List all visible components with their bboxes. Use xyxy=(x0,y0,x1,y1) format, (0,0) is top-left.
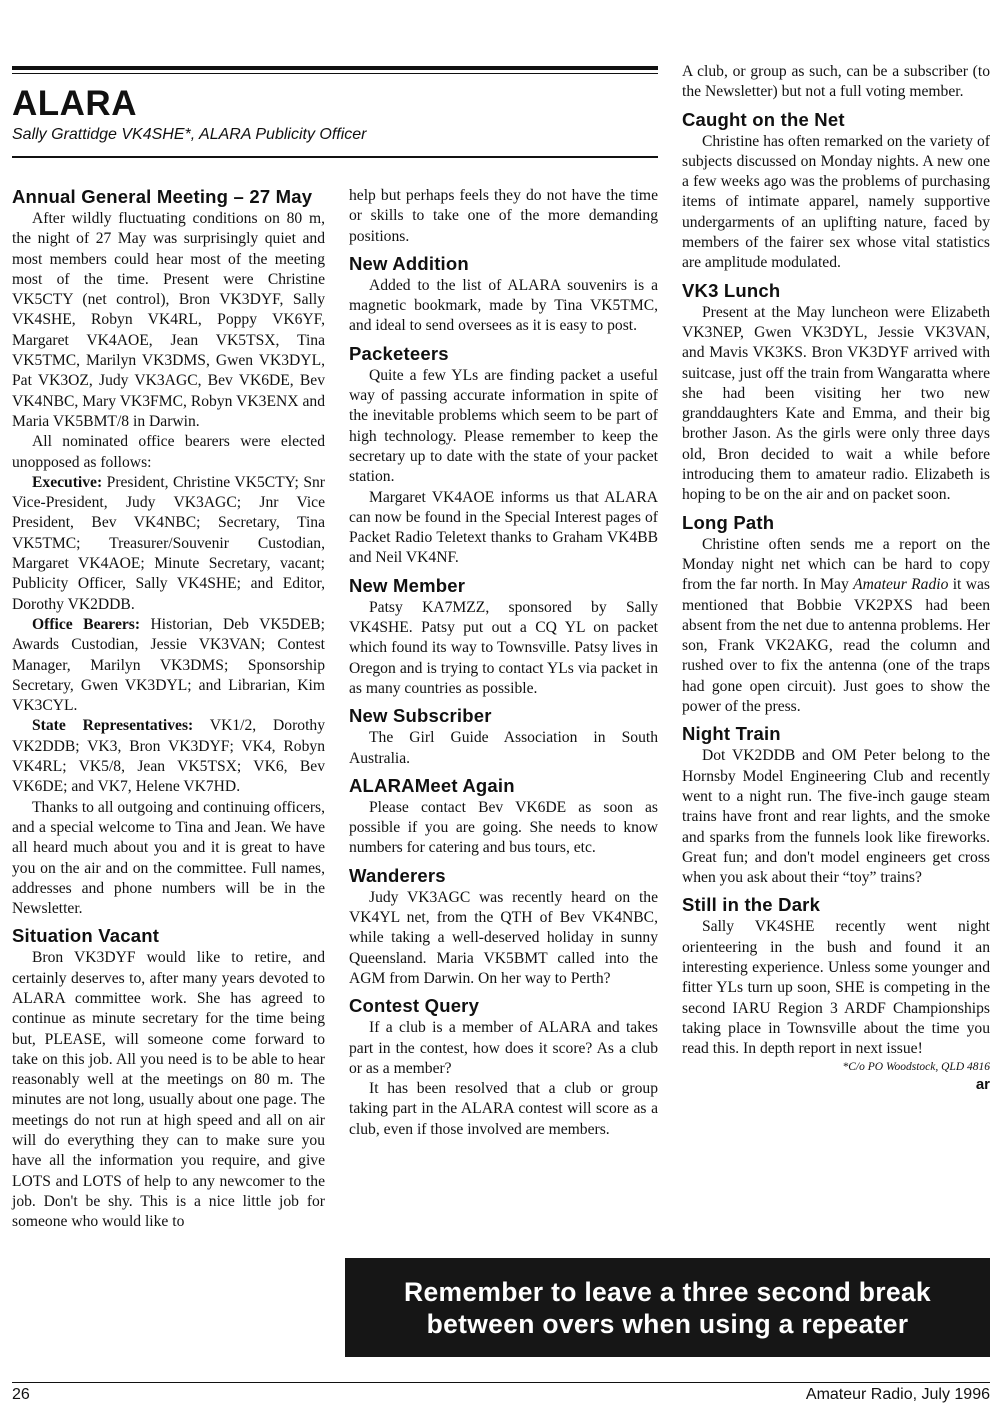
heading-new-subscriber: New Subscriber xyxy=(349,705,492,727)
paragraph: It has been resolved that a club or group taking part in the ALARA contest will score as a club, even if those involved are members. xyxy=(349,1080,658,1138)
paragraph-continued: help but perhaps feels they do not have the time or skills to take one of the more demanding positions. xyxy=(349,187,658,245)
paragraph: Patsy KA7MZZ, sponsored by Sally VK4SHE. Patsy put out a CQ YL on packet which found its way to Townsville. Patsy lives in Oregon and is trying to contact YLs via packet in as many countries as possible. xyxy=(349,598,658,697)
executive-paragraph xyxy=(12,473,325,615)
paragraph: Present at the May luncheon were Elizabeth VK3NEP, Gwen VK3DYL, Jessie VK3VAN, and Mavis VK3KS. Bron VK3DYF arrived with suitcase, just off the train from Wangaratta where she had been visiting her two new granddaughters Kate and Emma, and their big brother Jason. As the girls were only three days old, Bron decided to wait a while before introducing them to amateur radio. Elizabeth is hoping to be on the air and on packet soon. xyxy=(682,303,990,504)
footer-rule xyxy=(12,1382,990,1383)
paragraph: Quite a few YLs are finding packet a useful way of passing accurate information in spite of the inevitable problems which seem to be part of high technology. Please remember to keep the secretary up to date with the state of your packet station. xyxy=(349,366,658,486)
paragraph: After wildly fluctuating conditions on 80 m, the night of 27 May was surprisingly quiet and most members could hear most of the meeting most of the time. Present were Christine VK5CTY (net control), Bron VK3DYF, Sally VK4SHE, Robyn VK4RL, Poppy VK6YF, Margaret VK4AOE, Jean VK5TSX, Tina VK5TMC, Marilyn VK3DMS, Gwen VK3DYL, Pat VK3OZ, Judy VK3AGC, Bev VK6DE, Bev VK4NBC, Mary VK3FMC, Robyn VK3ENX and Maria VK5BMT/8 in Darwin. xyxy=(12,210,325,430)
header-rule-thick xyxy=(12,66,658,70)
publication-name: Amateur Radio xyxy=(853,576,949,594)
heading-night-train: Night Train xyxy=(682,723,781,745)
heading-situation-vacant: Situation Vacant xyxy=(12,925,160,947)
paragraph: Judy VK3AGC was recently heard on the VK4YL net, from the QTH of Bev VK4NBC, while taking a well-deserved holiday in sunny Queensland. Maria VK5BMT called into the AGM from Darwin. On her way to Perth? xyxy=(349,888,658,987)
publication-footer: Amateur Radio, July 1996 xyxy=(805,1386,990,1403)
paragraph: Please contact Bev VK6DE as soon as possible if you are going. She needs to know numbers for catering and bus tours, etc. xyxy=(349,798,658,857)
article-byline: Sally Grattidge VK4SHE*, ALARA Publicity Officer xyxy=(12,126,367,143)
article-title: ALARA xyxy=(12,84,137,123)
column-2 xyxy=(349,186,658,1140)
office-bearers-label: Office Bearers: xyxy=(32,615,141,633)
heading-vk3-lunch: VK3 Lunch xyxy=(682,279,781,301)
heading-agm: Annual General Meeting – 27 May xyxy=(12,186,313,207)
paragraph: All nominated office bearers were elected unopposed as follows: xyxy=(12,433,325,471)
header-rule-thin xyxy=(12,73,658,74)
paragraph: Bron VK3DYF would like to retire, and certainly deserves to, after many years devoted to ALARA committee work. She has agreed to continue as minute secretary for the time being but, PLEASE, will someone come forward to take on this job. All you need is to be able to hear reasonably well at the meetings on 80 m. The minutes are not long, usually about one page. The meetings do not run at high speed and all on air will do everything they can to make sure you have all the information you require, and give LOTS and LOTS of help to any newcomer to the job. Don't be shy. This is a nice little job for someone who would like to xyxy=(12,949,325,1231)
paragraph-continued: A club, or group as such, can be a subscriber (to the Newsletter) but not a full voting member. xyxy=(682,63,990,101)
state-reps-paragraph xyxy=(12,716,325,797)
office-bearers-text: Historian, Deb VK5DEB; Awards Custodian, Jessie VK3VAN; Contest Manager, Marilyn VK3DMS; Sponsorship Secretary, Gwen VK3DYL; and Librarian, Kim VK3CYL. xyxy=(12,615,325,715)
heading-new-member: New Member xyxy=(349,574,466,596)
paragraph: Margaret VK4AOE informs us that ALARA can now be found in the Special Interest pages of Packet Radio Teletext thanks to Graham VK4BB and Neil VK4NF. xyxy=(349,488,658,567)
office-bearers-paragraph xyxy=(12,615,325,716)
heading-contest-query: Contest Query xyxy=(349,995,480,1017)
paragraph: Thanks to all outgoing and continuing officers, and a special welcome to Tina and Jean. We have all heard much about you and it is great to have you on the air and on the committee. Full names, addresses and phone numbers will be in the Newsletter. xyxy=(12,798,325,918)
paragraph: Added to the list of ALARA souvenirs is a magnetic bookmark, made by Tina VK5TMC, and ideal to send oversees as it is easy to post. xyxy=(349,276,658,335)
heading-long-path: Long Path xyxy=(682,511,775,533)
long-path-paragraph xyxy=(682,535,990,718)
paragraph: Christine has often remarked on the variety of subjects discussed on Monday nights. A new one a few weeks ago was the problems of purchasing items of intimate apparel, namely supportive undergarments of an uplifting nature, faced by members of the fairer sex whose vital statistics are amplitude modulated. xyxy=(682,132,990,272)
column-1 xyxy=(12,186,325,1233)
repeater-reminder-banner xyxy=(345,1258,990,1357)
signoff: ar xyxy=(975,1076,990,1094)
heading-still-in-the-dark: Still in the Dark xyxy=(682,894,821,916)
state-reps-text: VK1/2, Dorothy VK2DDB; VK3, Bron VK3DYF; VK4, Robyn VK4RL; VK5/8, Jean VK5TSX; VK6, Bev VK6DE; and VK7, Helene VK7HD. xyxy=(12,717,325,796)
text-run: Christine often sends me a report on the Monday night net which can be hard to copy from the far north. In May xyxy=(682,535,990,594)
paragraph: The Girl Guide Association in South Australia. xyxy=(349,729,658,767)
page-number: 26 xyxy=(12,1386,30,1403)
executive-text: President, Christine VK5CTY; Snr Vice-President, Judy VK3AGC; Jnr Vice President, Bev VK4NBC; Secretary, Tina VK5TMC; Treasurer/Souvenir Custodian, Margaret VK4AOE; Minute Secretary, vacant; Publicity Officer, Sally VK4SHE; and Editor, Dorothy VK2DDB. xyxy=(12,473,325,613)
heading-new-addition: New Addition xyxy=(349,252,469,274)
heading-alarameet-again: ALARAMeet Again xyxy=(349,774,515,796)
byline-rule xyxy=(12,156,658,158)
author-address: *C/o PO Woodstock, QLD 4816 xyxy=(842,1061,990,1074)
text-run: it was mentioned that Bobbie VK2PXS had been absent from the net due to antenna problems. Her son, Frank VK2AKG, read the column and rushed over to fix the antenna (one of the traps had gone open circuit). Just goes to show the power of the press. xyxy=(682,576,990,716)
banner-line-2: between overs when using a repeater xyxy=(426,1308,909,1339)
executive-label: Executive: xyxy=(32,473,103,491)
paragraph: Sally VK4SHE recently went night orienteering in the bush and found it an interesting experience. Unless some younger and fitter YLs turn up soon, SHE is competing in the second IARU Region 3 ARDF Championships taking place in Townsville about the time you read this. In depth report in next issue! xyxy=(682,918,990,1058)
paragraph: Dot VK2DDB and OM Peter belong to the Hornsby Model Engineering Club and recently went to a night run. The five-inch gauge steam trains have front and rear lights, and the smoke and sparks from the funnels look like fireworks. Great fun; and don't model engineers get cross when you ask about their “toy” trains? xyxy=(682,747,990,887)
state-reps-label: State Representatives: xyxy=(32,717,194,735)
column-3 xyxy=(682,62,990,1095)
heading-caught-on-the-net: Caught on the Net xyxy=(682,108,845,130)
paragraph: If a club is a member of ALARA and takes part in the contest, how does it score? As a club or as a member? xyxy=(349,1019,658,1077)
heading-packeteers: Packeteers xyxy=(349,342,449,364)
heading-wanderers: Wanderers xyxy=(349,864,446,886)
banner-line-1: Remember to leave a three second break xyxy=(404,1276,931,1307)
